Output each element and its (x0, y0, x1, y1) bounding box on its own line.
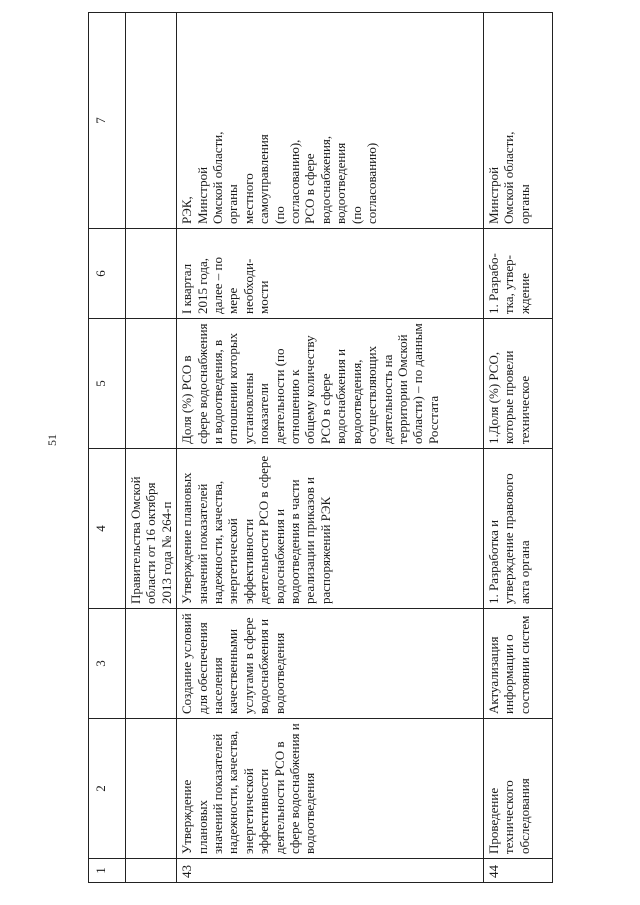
header-row (89, 13, 126, 883)
measure-name: Проведение технического обследования (484, 719, 553, 859)
measure-indicator: Доля (%) РСО в сфере водоснабжения и водоотведения, в отношении которых установлены показатели деятельности (по отношению к общему количеству РСО в сфере водоснабжения и водоотведения, осуществляющих деятельность на территории Омской области) – по данным Росстата (177, 319, 484, 449)
empty-cell (126, 719, 177, 859)
measure-goal: Создание условий для обеспечения населения качественными услугами в сфере водоснабжения и водоотведения (177, 609, 484, 719)
measure-indicator: 1.Доля (%) РСО, которые провели техническое (484, 319, 553, 449)
table-row-44 (484, 13, 553, 883)
header-cell-3: 3 (89, 609, 126, 719)
measure-name: Утверждение плановых значений показателей надежности, качества, энергетической эффективности деятельности РСО в сфере водоснабжения и водоотведения (177, 719, 484, 859)
measure-executors: РЭК, Минстрой Омской области, органы местного самоуправления (по согласованию), РСО в сфере водоснабжения, водоотведения (по согласованию) (177, 13, 484, 229)
measure-actions: Утверждение плановых значений показателей надежности, качества, энергетической эффективности деятельности РСО в сфере водоснабжения и водоотведения в части реализации приказов и распоряжений РЭК (177, 449, 484, 609)
continuation-text: Правительства Омской области от 16 октября 2013 года № 264-п (126, 449, 177, 609)
table-row-43 (177, 13, 484, 883)
empty-cell (126, 229, 177, 319)
measure-goal: Актуализация информации о состоянии систем (484, 609, 553, 719)
continuation-row (126, 13, 177, 883)
header-cell-5: 5 (89, 319, 126, 449)
measure-executors: Минстрой Омской области, органы (484, 13, 553, 229)
rotated-table-container (88, 13, 553, 883)
measure-deadline: 1. Разрабо- тка, утвер- ждение (484, 229, 553, 319)
measure-deadline: I квартал 2015 года, далее – по мере необходи- мости (177, 229, 484, 319)
header-cell-1: 1 (89, 859, 126, 883)
empty-cell (126, 859, 177, 883)
empty-cell (126, 319, 177, 449)
header-cell-2: 2 (89, 719, 126, 859)
measures-table (88, 12, 553, 883)
header-cell-6: 6 (89, 229, 126, 319)
header-cell-7: 7 (89, 13, 126, 229)
measure-actions: 1. Разработка и утверждение правового акта органа (484, 449, 553, 609)
empty-cell (126, 13, 177, 229)
row-number: 43 (177, 859, 484, 883)
header-cell-4: 4 (89, 449, 126, 609)
page-number: 51 (45, 434, 59, 446)
row-number: 44 (484, 859, 553, 883)
empty-cell (126, 609, 177, 719)
